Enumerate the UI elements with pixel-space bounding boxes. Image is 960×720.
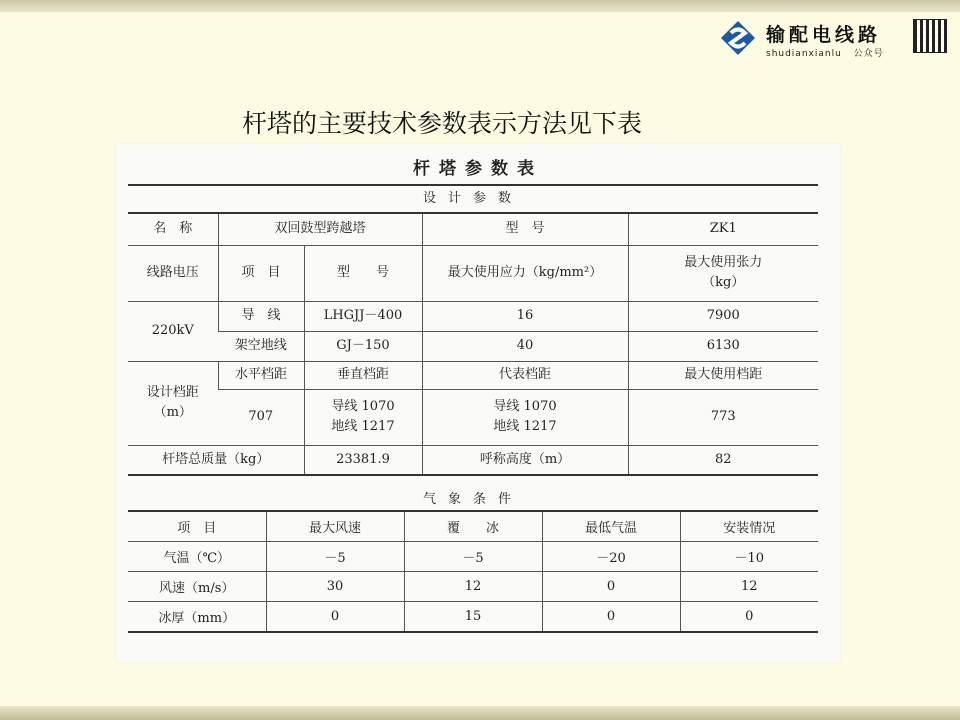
brand-sub-left: shudianxianlu [766,49,842,59]
weather-cell: 30 [266,572,404,602]
ground-wire-type: GJ－150 [304,331,422,361]
weather-header-icing: 覆 冰 [404,511,542,542]
bottom-band [0,706,960,720]
qr-code-icon [914,20,946,52]
brand-logo [720,20,950,60]
max-tension-label [628,245,818,301]
weather-row-label: 冰厚（mm） [128,602,266,633]
item-label: 项 目 [218,245,304,301]
representative-span-ground: 地线 1217 [493,419,557,434]
conductor-type: LHGJJ－400 [304,301,422,331]
max-span-label: 最大使用档距 [628,361,818,389]
max-stress-label: 最大使用应力（kg/mm²） [422,245,628,301]
horizontal-span-value: 707 [218,389,304,445]
total-mass-label: 杆塔总质量（kg） [128,445,304,475]
weather-cell: －5 [404,542,542,572]
weather-header-max-wind: 最大风速 [266,511,404,542]
weather-cell: 0 [266,602,404,633]
vertical-span-label: 垂直档距 [304,361,422,389]
conductor-stress: 16 [422,301,628,331]
weather-cell: 0 [680,602,818,633]
model-value: ZK1 [628,213,818,245]
weather-row-label: 风速（m/s） [128,572,266,602]
ground-wire-label: 架空地线 [218,331,304,361]
weather-cell: －10 [680,542,818,572]
span-label-line2: （m） [153,405,192,420]
voltage-label: 线路电压 [128,245,218,301]
vertical-span-conductor: 导线 1070 [331,398,395,414]
conductor-tension: 7900 [628,301,818,331]
representative-span-value [422,389,628,445]
ground-wire-stress: 40 [422,331,628,361]
weather-header-min-temp: 最低气温 [542,511,680,542]
brand-title: 输配电线路 [766,24,882,46]
brand-mark-icon [720,20,756,56]
table-title: 杆塔参数表 [413,159,543,179]
span-label [128,361,218,445]
weather-cell: 0 [542,602,680,633]
slide-heading: 杆塔的主要技术参数表示方法见下表 [242,109,643,138]
representative-span-label: 代表档距 [422,361,628,389]
total-mass-value: 23381.9 [304,445,422,475]
weather-cell: 15 [404,602,542,633]
weather-cell: 12 [404,572,542,602]
nominal-height-value: 82 [628,445,818,475]
brand-sub-right: 公众号 [853,49,884,59]
name-label: 名 称 [128,213,218,245]
table-sheet [116,144,840,662]
weather-cell: －5 [266,542,404,572]
name-value: 双回鼓型跨越塔 [218,213,422,245]
design-parameters-table [128,184,818,476]
weather-row-label: 气温（℃） [128,542,266,572]
type-label: 型 号 [304,245,422,301]
ground-wire-tension: 6130 [628,331,818,361]
max-span-value: 773 [628,389,818,445]
conductor-label: 导 线 [218,301,304,331]
vertical-span-value [304,389,422,445]
vertical-span-ground: 地线 1217 [331,419,395,434]
horizontal-span-label: 水平档距 [218,361,304,389]
weather-cell: 0 [542,572,680,602]
top-band [0,0,960,12]
max-tension-label-line2: （kg） [702,275,745,290]
voltage-value: 220kV [128,301,218,361]
weather-conditions-table [128,484,818,633]
max-tension-label-line1: 最大使用张力 [684,254,763,270]
nominal-height-label: 呼称高度（m） [422,445,628,475]
weather-cell: 12 [680,572,818,602]
weather-header-installation: 安装情况 [680,511,818,542]
weather-section-header: 气象条件 [423,491,524,507]
model-label: 型 号 [422,213,628,245]
weather-header-item: 项 目 [128,511,266,542]
representative-span-conductor: 导线 1070 [493,398,557,414]
brand-subtitle [766,46,884,59]
span-label-line1: 设计档距 [146,384,199,400]
weather-cell: －20 [542,542,680,572]
design-section-header: 设计参数 [128,185,818,213]
